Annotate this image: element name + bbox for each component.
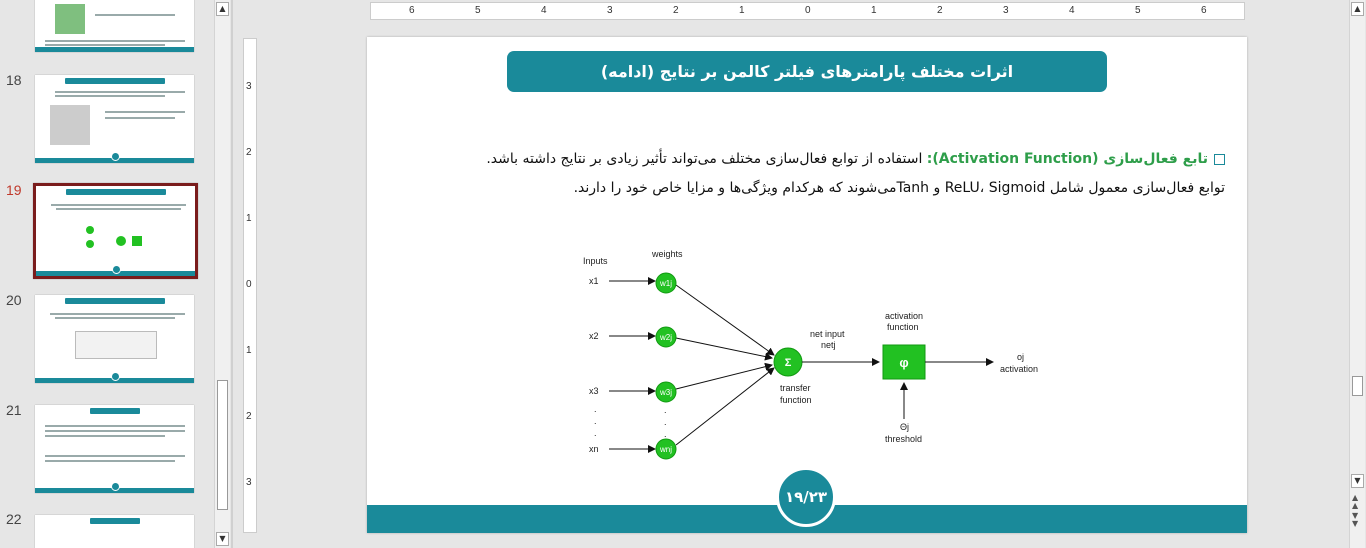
- input-xn: xn: [589, 444, 599, 454]
- input-x3: x3: [589, 386, 599, 396]
- weight-node-label: w2j: [659, 333, 673, 342]
- ruler-label: 3: [246, 81, 252, 92]
- ellipsis-dot: .: [594, 416, 597, 426]
- ruler-label: 0: [246, 279, 252, 290]
- ruler-label: 3: [246, 477, 252, 488]
- vertical-ruler[interactable]: [243, 38, 257, 533]
- scroll-up-arrow-icon[interactable]: ▲: [216, 2, 229, 16]
- ruler-label: 2: [673, 5, 679, 16]
- ruler-label: 1: [871, 5, 877, 16]
- output-oj-label: oj: [1017, 352, 1025, 362]
- function-label: function: [780, 395, 812, 405]
- checkbox-bullet-icon: [1214, 154, 1225, 165]
- phi-symbol: φ: [899, 355, 909, 370]
- weights-label: weights: [652, 249, 683, 259]
- body-line-1: استفاده از توابع فعال‌سازی مختلف می‌تواند تأثیر زیادی بر نتایج داشته باشد.: [486, 151, 923, 167]
- neural-network-diagram[interactable]: [567, 237, 1067, 467]
- slide-title[interactable]: اثرات مختلف پارامترهای فیلتر کالمن بر نتایج (ادامه): [507, 51, 1107, 92]
- ruler-label: 1: [246, 345, 252, 356]
- body-line-2: توابع فعال‌سازی معمول شامل ReLU، Sigmoid و Tanhمی‌شوند که هرکدام ویژگی‌ها و مزایا خاص خود را دارند.: [573, 180, 1225, 196]
- weight-node-label: w3j: [659, 388, 673, 397]
- threshold-symbol: Θj: [900, 422, 909, 432]
- next-slide-icon[interactable]: ▼ ▼: [1352, 511, 1359, 528]
- slide-thumbnail-22[interactable]: [35, 515, 194, 548]
- page-number-badge: ۱۹/۲۳: [776, 467, 836, 527]
- netj-label: netj: [821, 340, 836, 350]
- sum-symbol: Σ: [784, 357, 792, 369]
- pane-splitter[interactable]: [231, 0, 233, 548]
- slide-number-22: 22: [6, 511, 22, 527]
- input-x2: x2: [589, 331, 599, 341]
- horizontal-ruler[interactable]: [370, 2, 1245, 20]
- activation-label: activation: [885, 311, 924, 321]
- slide-thumbnail-pane: [0, 0, 214, 548]
- function-label-2: function: [887, 322, 919, 332]
- activation-heading: تابع فعال‌سازی (Activation Function):: [926, 151, 1208, 167]
- output-activation-label: activation: [1000, 364, 1039, 374]
- ruler-label: 6: [409, 5, 415, 16]
- ruler-label: 4: [541, 5, 547, 16]
- ellipsis-dot: .: [594, 428, 597, 438]
- ellipsis-dot: .: [664, 429, 667, 439]
- slide-number-18: 18: [6, 72, 22, 88]
- ruler-label: 6: [1201, 5, 1207, 16]
- slide-number-19: 19: [6, 182, 22, 198]
- transfer-label: transfer: [780, 383, 811, 393]
- scroll-up-arrow-icon[interactable]: ▲: [1351, 2, 1364, 16]
- slide-canvas[interactable]: [367, 37, 1247, 533]
- ruler-label: 5: [475, 5, 481, 16]
- ellipsis-dot: .: [664, 417, 667, 427]
- slide-thumbnail-18[interactable]: [35, 75, 194, 163]
- slide-body-text[interactable]: [395, 145, 1225, 203]
- previous-slide-icon[interactable]: ▲ ▲: [1352, 493, 1359, 510]
- slide-number-21: 21: [6, 402, 22, 418]
- ruler-label: 0: [805, 5, 811, 16]
- net-input-label: net input: [810, 329, 845, 339]
- editor-scrollbar[interactable]: [1349, 0, 1365, 548]
- scroll-down-arrow-icon[interactable]: ▼: [216, 532, 229, 546]
- slide-thumbnail-20[interactable]: [35, 295, 194, 383]
- ruler-label: 2: [246, 147, 252, 158]
- ruler-label: 3: [1003, 5, 1009, 16]
- slide-thumbnail-17[interactable]: [35, 0, 194, 52]
- weight-node-label: w1j: [659, 279, 673, 288]
- ruler-label: 1: [246, 213, 252, 224]
- ruler-label: 2: [246, 411, 252, 422]
- slide-thumbnail-19[interactable]: [33, 183, 198, 279]
- ellipsis-dot: .: [664, 405, 667, 415]
- inputs-label: Inputs: [583, 256, 608, 266]
- ruler-label: 5: [1135, 5, 1141, 16]
- input-x1: x1: [589, 276, 599, 286]
- ellipsis-dot: .: [594, 404, 597, 414]
- ruler-label: 1: [739, 5, 745, 16]
- thumbnail-scrollbar[interactable]: [214, 0, 230, 548]
- slide-number-20: 20: [6, 292, 22, 308]
- ruler-label: 2: [937, 5, 943, 16]
- ruler-label: 3: [607, 5, 613, 16]
- scroll-thumb[interactable]: [1352, 376, 1363, 396]
- scroll-thumb[interactable]: [217, 380, 228, 510]
- slide-thumbnail-21[interactable]: [35, 405, 194, 493]
- weight-node-label: wnj: [659, 445, 673, 454]
- ruler-label: 4: [1069, 5, 1075, 16]
- scroll-down-arrow-icon[interactable]: ▼: [1351, 474, 1364, 488]
- threshold-label: threshold: [885, 434, 923, 444]
